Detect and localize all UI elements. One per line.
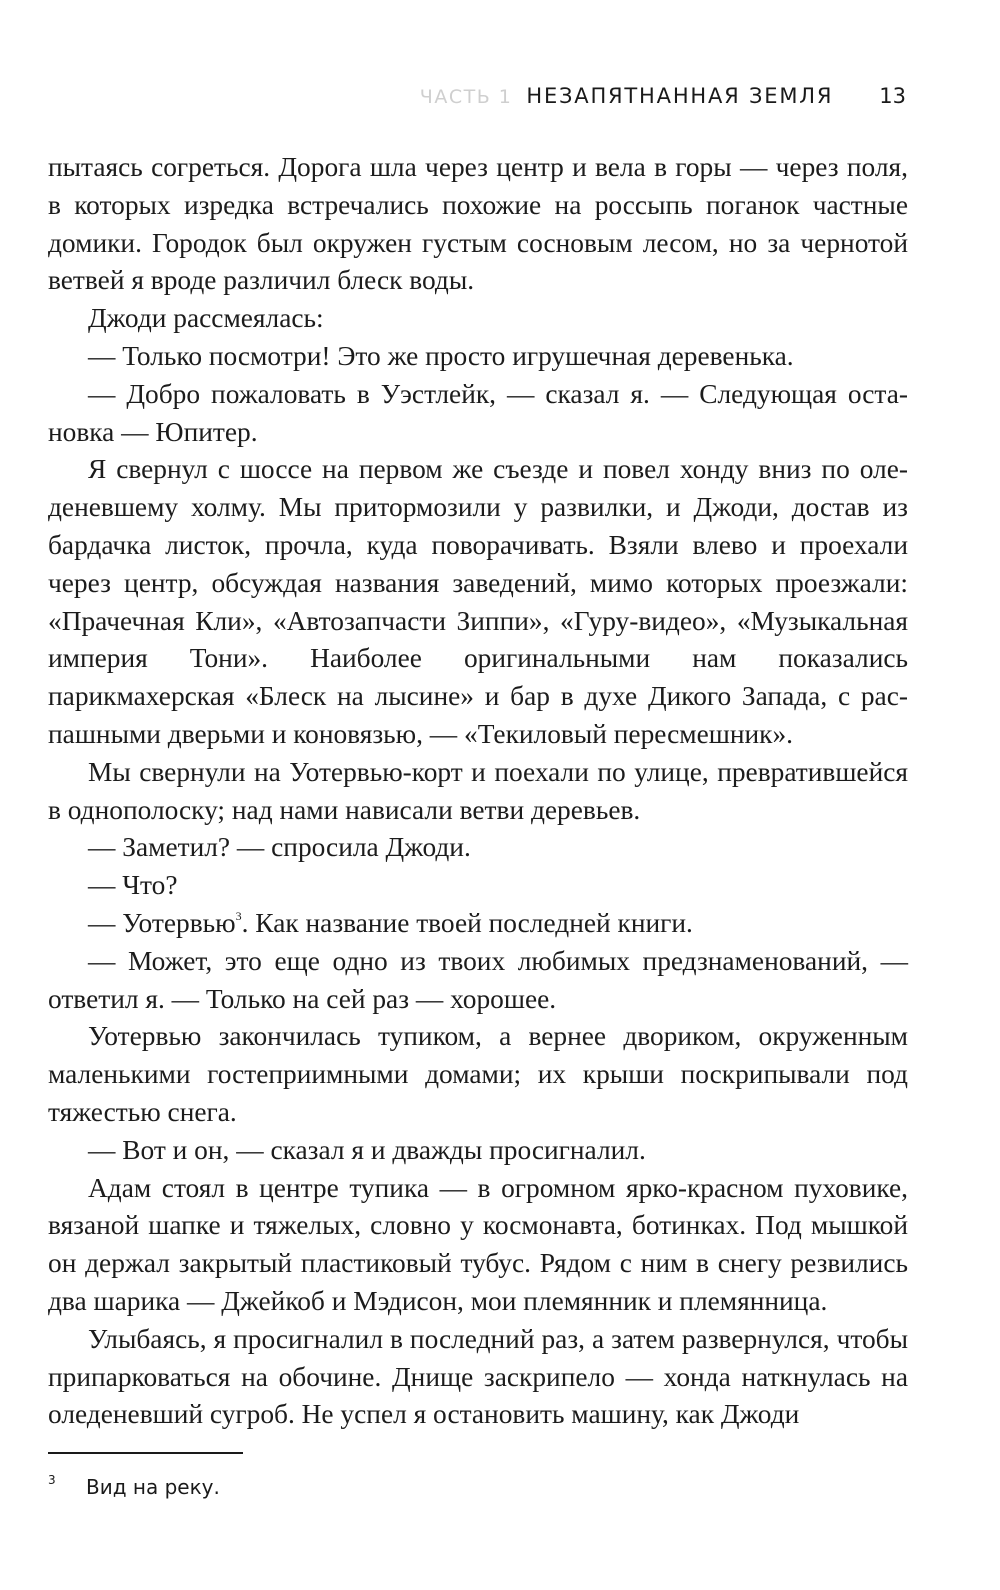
paragraph: — Добро пожаловать в Уэстлейк, — сказал я. — Следующая остановка — Юпитер. bbox=[48, 378, 908, 447]
paragraph: Уотервью закончилась тупиком, а вернее двориком, окруженным маленькими гостеприимными домами; их крыши поскрипывали под тяжестью снега. bbox=[48, 1021, 908, 1127]
page-number: 13 bbox=[879, 84, 906, 108]
paragraph: Улыбаясь, я просигналил в последний раз, а затем развернулся, чтобы припарковаться на обочине. Днище заскрипело — хонда наткнулась на оледеневший сугроб. Не успел я остановить машину, как Джоди bbox=[48, 1323, 908, 1430]
footnote-divider bbox=[48, 1452, 243, 1454]
paragraph-text: . Как название твоей последней книги. bbox=[241, 907, 693, 938]
paragraph: — Что? bbox=[88, 870, 178, 901]
section-title: НЕЗАПЯТНАННАЯ ЗЕМЛЯ bbox=[526, 84, 834, 108]
paragraph-with-footnote bbox=[48, 905, 908, 943]
footnote bbox=[48, 1466, 908, 1501]
paragraph: Джоди рассмеялась: bbox=[88, 303, 324, 334]
footnote-reference[interactable]: 3 bbox=[235, 908, 242, 923]
part-label: ЧАСТЬ 1 bbox=[419, 86, 513, 108]
paragraph: — Только посмотри! Это же просто игрушечная деревенька. bbox=[88, 340, 794, 371]
paragraph: — Вот и он, — сказал я и дважды просигналил. bbox=[88, 1134, 646, 1165]
body-text bbox=[48, 149, 908, 1434]
paragraph: — Может, это еще одно из твоих любимых предзнаменований, — ответил я. — Только на сей раз — хорошее. bbox=[48, 945, 908, 1014]
paragraph: Адам стоял в центре тупика — в огромном ярко-красном пуховике, вязаной шапке и тяжелых, словно у космонавта, ботинках. Под мышкой он держал закрытый пластиковый тубус. Рядом с ним в снегу резвились два шарика — Джейкоб и Мэдисон, мои племянник и племянница. bbox=[48, 1172, 908, 1316]
paragraph-text: — Уотервью bbox=[88, 907, 236, 938]
footnote-text: Вид на реку. bbox=[86, 1475, 220, 1499]
paragraph: пытаясь согреться. Дорога шла через центр и вела в горы — через поля, в которых изредка встречались похожие на россыпь поганок частные домики. Городок был окружен густым сосновым лесом, но за чернотой ветвей я вроде различил блеск воды. bbox=[48, 152, 908, 296]
paragraph: — Заметил? — спросила Джоди. bbox=[88, 832, 471, 863]
paragraph: Мы свернули на Уотервью-корт и поехали по улице, превратившейся в однополоску; над нами нависали ветви деревьев. bbox=[48, 756, 908, 825]
footnote-marker: 3 bbox=[48, 1473, 56, 1487]
running-header bbox=[48, 84, 906, 124]
paragraph: Я свернул с шоссе на первом же съезде и повел хонду вниз по оледеневшему холму. Мы притормозили у развилки, и Джоди, достав из бардачка листок, прочла, куда поворачивать. Взяли влево и проехали через центр, обсуждая названия заведений, мимо которых проезжали: «Прачечная Кли», «Автозапчасти Зиппи», «Гуру-видео», «Музыкальная империя Тони». Наиболее оригинальными нам показались парикмахерская «Блеск на лысине» и бар в духе Дикого Запада, с распашными дверьми и коновязью, — «Текиловый пересмешник». bbox=[48, 454, 908, 749]
